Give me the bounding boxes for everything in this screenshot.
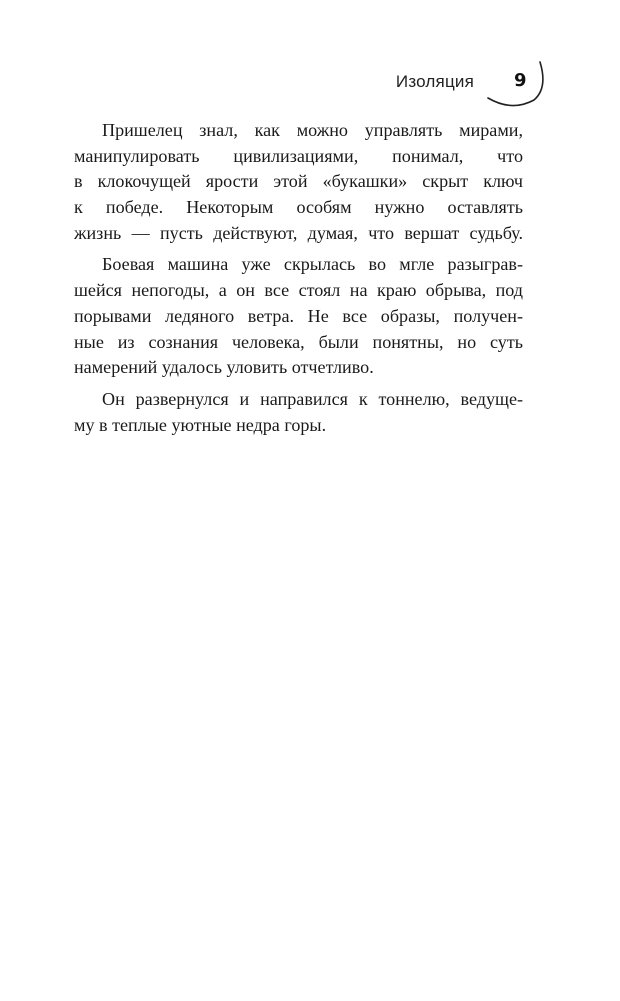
text-line: в клокочущей ярости этой «букашки» скрыт ключ xyxy=(74,171,523,192)
text-line: порывами ледяного ветра. Не все образы, получен- xyxy=(74,305,523,326)
text-line: к победе. Некоторым особям нужно оставлять xyxy=(74,197,523,218)
running-header-title: Изоляция xyxy=(395,72,474,91)
text-line: Боевая машина уже скрылась во мгле разыграв- xyxy=(102,254,523,275)
body-text xyxy=(74,118,523,438)
page-number: 9 xyxy=(514,70,527,91)
paragraph xyxy=(74,118,523,246)
text-line: Он развернулся и направился к тоннелю, ведуще- xyxy=(102,388,523,409)
paragraph xyxy=(74,387,523,438)
text-line: ные из сознания человека, были понятны, но суть xyxy=(74,331,523,352)
text-line: му в теплые уютные недра горы. xyxy=(74,414,327,435)
paragraph xyxy=(74,252,523,380)
text-line: Пришелец знал, как можно управлять мирами, xyxy=(102,120,523,140)
text-line: шейся непогоды, а он все стоял на краю обрыва, под xyxy=(74,280,523,301)
text-line: жизнь — пусть действуют, думая, что вершат судьбу. xyxy=(74,222,523,243)
text-line: намерений удалось уловить отчетливо. xyxy=(74,357,374,378)
text-line: манипулировать цивилизациями, понимал, что xyxy=(74,145,523,166)
